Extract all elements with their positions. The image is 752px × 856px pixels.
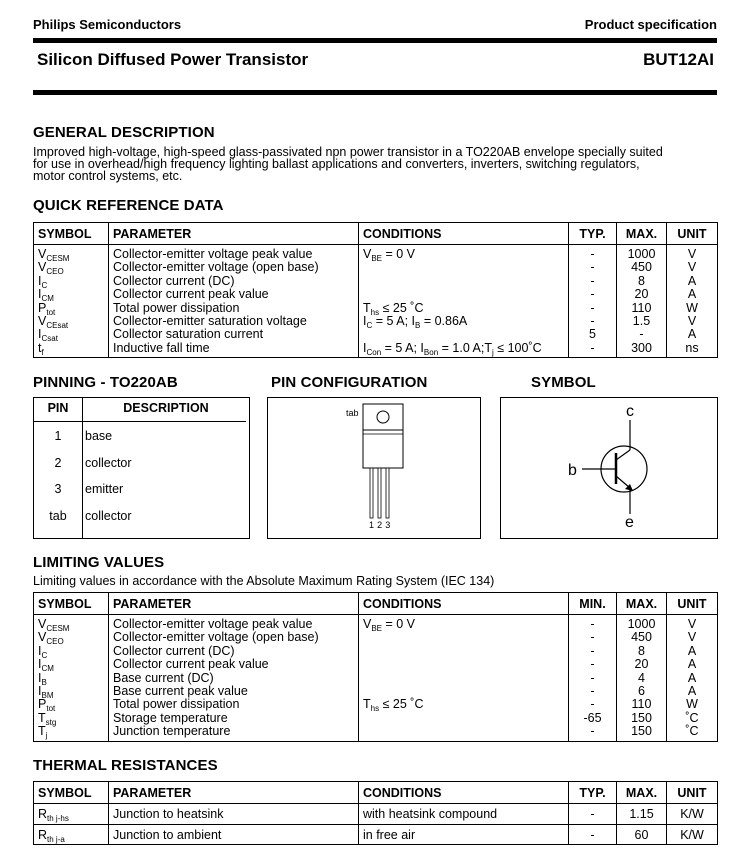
- column-header: PARAMETER: [109, 223, 359, 245]
- min-cell: -: [569, 631, 617, 644]
- parameter-cell: Collector-emitter voltage peak value: [109, 245, 359, 262]
- table-row: [34, 825, 718, 845]
- unit-cell: ns: [667, 342, 718, 358]
- limiting-values-table: [33, 592, 718, 742]
- pin-description: emitter: [85, 482, 124, 496]
- pin-number: 1: [54, 429, 62, 443]
- symbol-cell: $T_j$: [34, 725, 109, 741]
- parameter-cell: Total power dissipation: [109, 698, 359, 711]
- conditions-cell: $I_{Con} = 5$ A; $I_{Bon} = 1.0$ $A;T_j$ ≤ 100˚C: [359, 342, 569, 358]
- parameter-cell: Collector current (DC): [109, 645, 359, 658]
- unit-cell: K/W: [667, 825, 718, 845]
- column-header: UNIT: [667, 593, 718, 615]
- typ-cell: -: [569, 825, 617, 845]
- column-header: MAX.: [617, 223, 667, 245]
- general-description-title: GENERAL DESCRIPTION: [33, 124, 215, 141]
- conditions-cell: $I_C = 5$ A; $I_B = 0.86A$: [359, 315, 569, 328]
- parameter-cell: Collector-emitter voltage peak value: [109, 615, 359, 632]
- table-row: [34, 672, 718, 685]
- limiting-values-subtitle: Limiting values in accordance with the Absolute Maximum Rating System (IEC 134): [33, 574, 495, 588]
- description-column-header: DESCRIPTION: [123, 401, 209, 415]
- table-row: [34, 342, 718, 358]
- column-header: MAX.: [617, 593, 667, 615]
- quick-reference-body: [34, 245, 718, 358]
- symbol-cell: $P_{tot}$: [34, 698, 109, 711]
- max-cell: 20: [617, 288, 667, 301]
- table-row: [34, 645, 718, 658]
- npn-transistor-symbol: [501, 398, 717, 538]
- max-cell: 8: [617, 275, 667, 288]
- table-row: [34, 658, 718, 671]
- symbol-cell: $R_{th j-a}$: [34, 825, 109, 845]
- typ-cell: 5: [569, 328, 617, 341]
- column-header: SYMBOL: [34, 782, 109, 804]
- table-row: [34, 315, 718, 328]
- conditions-cell: [359, 672, 569, 685]
- unit-cell: A: [667, 672, 718, 685]
- symbol-title: SYMBOL: [531, 374, 596, 391]
- column-header: SYMBOL: [34, 223, 109, 245]
- max-cell: 300: [617, 342, 667, 358]
- table-row: [34, 804, 718, 825]
- pin-number: tab: [49, 509, 67, 523]
- header-rule-top: [33, 38, 717, 43]
- pinning-table: [33, 397, 250, 539]
- typ-cell: -: [569, 275, 617, 288]
- symbol-cell: $R_{th j-hs}$: [34, 804, 109, 825]
- column-header: CONDITIONS: [359, 223, 569, 245]
- conditions-cell: [359, 685, 569, 698]
- max-cell: -: [617, 328, 667, 341]
- column-header: CONDITIONS: [359, 782, 569, 804]
- table-row: [34, 328, 718, 341]
- pinning-title: PINNING - TO220AB: [33, 374, 178, 391]
- unit-cell: A: [667, 645, 718, 658]
- symbol-cell: $V_{CEO}$: [34, 631, 109, 644]
- conditions-cell: in free air: [359, 825, 569, 845]
- general-description-text: [33, 146, 733, 182]
- parameter-cell: Collector current (DC): [109, 275, 359, 288]
- parameter-cell: Junction to ambient: [109, 825, 359, 845]
- general-description-line: Improved high-voltage, high-speed glass-passivated npn power transistor in a TO220AB envelope specially suited: [33, 145, 663, 159]
- general-description-line: for use in overhead/high frequency lighting ballast applications and converters, inverters, switching regulators,: [33, 157, 640, 171]
- table-row: [34, 685, 718, 698]
- parameter-cell: Junction to heatsink: [109, 804, 359, 825]
- unit-cell: V: [667, 615, 718, 632]
- table-row: [34, 698, 718, 711]
- unit-cell: W: [667, 698, 718, 711]
- parameter-cell: Collector-emitter voltage (open base): [109, 631, 359, 644]
- quick-reference-title: QUICK REFERENCE DATA: [33, 197, 224, 214]
- column-header: SYMBOL: [34, 593, 109, 615]
- pinning-divider: [82, 398, 83, 538]
- max-cell: 6: [617, 685, 667, 698]
- table-row: [34, 725, 718, 741]
- typ-cell: -: [569, 245, 617, 262]
- table-row: [34, 615, 718, 632]
- typ-cell: -: [569, 804, 617, 825]
- header-rule-bottom: [33, 90, 717, 95]
- column-header: MIN.: [569, 593, 617, 615]
- parameter-cell: Collector-emitter saturation voltage: [109, 315, 359, 328]
- company-name: Philips Semiconductors: [33, 17, 182, 32]
- symbol-cell: $V_{CEO}$: [34, 261, 109, 274]
- max-cell: 8: [617, 645, 667, 658]
- symbol-cell: $I_C$: [34, 645, 109, 658]
- symbol-cell: $T_{stg}$: [34, 712, 109, 725]
- min-cell: -65: [569, 712, 617, 725]
- max-cell: 1000: [617, 245, 667, 262]
- max-cell: 450: [617, 261, 667, 274]
- table-header-row: [34, 593, 718, 615]
- unit-cell: A: [667, 275, 718, 288]
- symbol-cell: $I_{BM}$: [34, 685, 109, 698]
- max-cell: 1.5: [617, 315, 667, 328]
- min-cell: -: [569, 698, 617, 711]
- parameter-cell: Collector-emitter voltage (open base): [109, 261, 359, 274]
- max-cell: 60: [617, 825, 667, 845]
- table-row: [34, 261, 718, 274]
- symbol-cell: $V_{CESM}$: [34, 615, 109, 632]
- conditions-cell: [359, 725, 569, 741]
- max-cell: 110: [617, 302, 667, 315]
- pinning-header-rule: [34, 421, 246, 422]
- conditions-cell: [359, 328, 569, 341]
- typ-cell: -: [569, 342, 617, 358]
- pin-description: collector: [85, 456, 132, 470]
- document-type: Product specification: [584, 17, 717, 32]
- unit-cell: K/W: [667, 804, 718, 825]
- table-row: [34, 288, 718, 301]
- table-header-row: [34, 782, 718, 804]
- conditions-cell: $T_{hs} \le 25$ ˚C: [359, 698, 569, 711]
- unit-cell: ˚C: [667, 725, 718, 741]
- min-cell: -: [569, 672, 617, 685]
- column-header: TYP.: [569, 782, 617, 804]
- min-cell: -: [569, 645, 617, 658]
- parameter-cell: Base current (DC): [109, 672, 359, 685]
- min-cell: -: [569, 615, 617, 632]
- conditions-cell: [359, 631, 569, 644]
- parameter-cell: Collector current peak value: [109, 658, 359, 671]
- table-row: [34, 712, 718, 725]
- conditions-cell: [359, 261, 569, 274]
- symbol-box: [500, 397, 718, 539]
- symbol-cell: $V_{CESM}$: [34, 245, 109, 262]
- conditions-cell: $T_{hs} \le 25$ ˚C: [359, 302, 569, 315]
- emitter-label: e: [625, 514, 634, 531]
- parameter-cell: Collector saturation current: [109, 328, 359, 341]
- max-cell: 110: [617, 698, 667, 711]
- symbol-cell: $P_{tot}$: [34, 302, 109, 315]
- table-row: [34, 275, 718, 288]
- column-header: CONDITIONS: [359, 593, 569, 615]
- conditions-cell: [359, 288, 569, 301]
- unit-cell: W: [667, 302, 718, 315]
- parameter-cell: Collector current peak value: [109, 288, 359, 301]
- pin-description: collector: [85, 509, 132, 523]
- pin-configuration-box: [267, 397, 481, 539]
- parameter-cell: Total power dissipation: [109, 302, 359, 315]
- conditions-cell: $V_{BE} = 0$ V: [359, 245, 569, 262]
- max-cell: 20: [617, 658, 667, 671]
- unit-cell: A: [667, 685, 718, 698]
- pin-configuration-title: PIN CONFIGURATION: [271, 374, 428, 391]
- table-row: [34, 302, 718, 315]
- symbol-cell: $I_B$: [34, 672, 109, 685]
- column-header: PARAMETER: [109, 593, 359, 615]
- max-cell: 1.15: [617, 804, 667, 825]
- typ-cell: -: [569, 315, 617, 328]
- general-description-line: motor control systems, etc.: [33, 169, 183, 183]
- column-header: UNIT: [667, 223, 718, 245]
- unit-cell: ˚C: [667, 712, 718, 725]
- thermal-resistances-body: [34, 804, 718, 845]
- parameter-cell: Storage temperature: [109, 712, 359, 725]
- symbol-cell: $I_{CM}$: [34, 658, 109, 671]
- conditions-cell: [359, 645, 569, 658]
- unit-cell: A: [667, 288, 718, 301]
- collector-label: c: [626, 403, 634, 420]
- typ-cell: -: [569, 302, 617, 315]
- conditions-cell: [359, 658, 569, 671]
- typ-cell: -: [569, 288, 617, 301]
- thermal-resistances-table: [33, 781, 718, 845]
- max-cell: 150: [617, 712, 667, 725]
- column-header: PARAMETER: [109, 782, 359, 804]
- max-cell: 150: [617, 725, 667, 741]
- typ-cell: -: [569, 261, 617, 274]
- max-cell: 4: [617, 672, 667, 685]
- unit-cell: A: [667, 658, 718, 671]
- quick-reference-table: [33, 222, 718, 358]
- unit-cell: V: [667, 315, 718, 328]
- unit-cell: V: [667, 631, 718, 644]
- tab-label: tab: [346, 408, 359, 418]
- symbol-cell: $I_C$: [34, 275, 109, 288]
- max-cell: 1000: [617, 615, 667, 632]
- pin-column-header: PIN: [47, 401, 69, 415]
- conditions-cell: $V_{BE} = 0$ V: [359, 615, 569, 632]
- min-cell: -: [569, 725, 617, 741]
- column-header: MAX.: [617, 782, 667, 804]
- part-number: BUT12AI: [643, 50, 714, 69]
- min-cell: -: [569, 685, 617, 698]
- table-header-row: [34, 223, 718, 245]
- parameter-cell: Inductive fall time: [109, 342, 359, 358]
- parameter-cell: Base current peak value: [109, 685, 359, 698]
- symbol-cell: $I_{Csat}$: [34, 328, 109, 341]
- pin-description: base: [85, 429, 113, 443]
- pin-number-labels: 1 2 3: [369, 520, 391, 530]
- symbol-cell: $t_f$: [34, 342, 109, 358]
- symbol-cell: $V_{CEsat}$: [34, 315, 109, 328]
- column-header: UNIT: [667, 782, 718, 804]
- base-label: b: [568, 462, 577, 479]
- conditions-cell: with heatsink compound: [359, 804, 569, 825]
- limiting-values-title: LIMITING VALUES: [33, 554, 165, 571]
- limiting-values-body: [34, 615, 718, 742]
- thermal-resistances-title: THERMAL RESISTANCES: [33, 757, 218, 774]
- pin-number: 3: [54, 482, 62, 496]
- conditions-cell: [359, 712, 569, 725]
- pin-number: 2: [54, 456, 62, 470]
- to220-package-drawing: [268, 398, 480, 538]
- unit-cell: V: [667, 245, 718, 262]
- column-header: TYP.: [569, 223, 617, 245]
- min-cell: -: [569, 658, 617, 671]
- table-row: [34, 631, 718, 644]
- unit-cell: A: [667, 328, 718, 341]
- conditions-cell: [359, 275, 569, 288]
- max-cell: 450: [617, 631, 667, 644]
- symbol-cell: $I_{CM}$: [34, 288, 109, 301]
- parameter-cell: Junction temperature: [109, 725, 359, 741]
- unit-cell: V: [667, 261, 718, 274]
- product-title: Silicon Diffused Power Transistor: [37, 50, 309, 69]
- table-row: [34, 245, 718, 262]
